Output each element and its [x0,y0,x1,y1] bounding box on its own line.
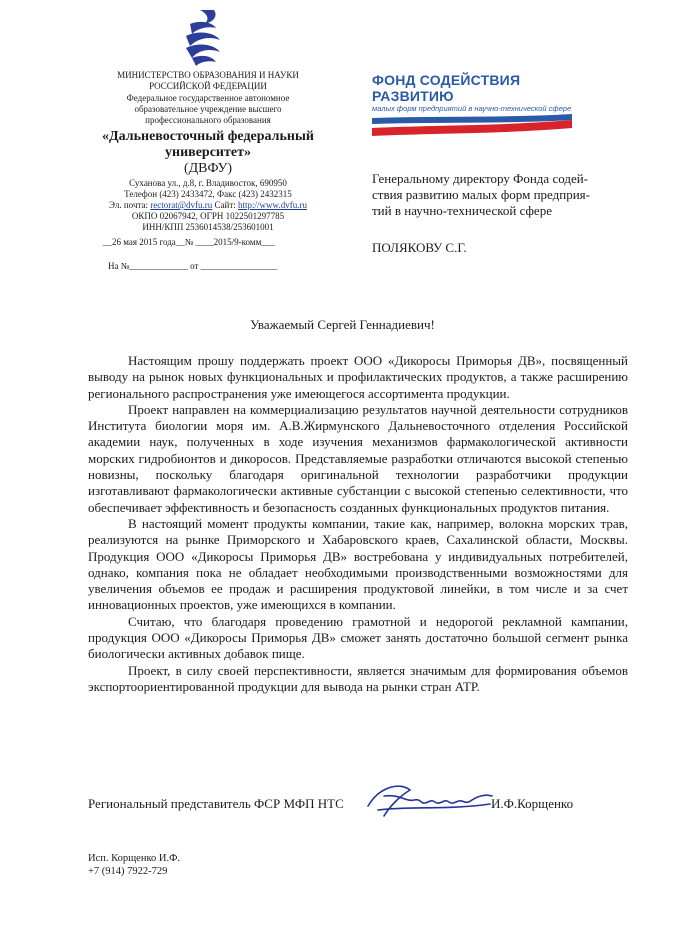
paragraph: Считаю, что благодаря проведению грамотной и недорогой рекламной кампании, продукция ООО «Дикоросы Приморья ДВ» сможет занять достаточно большой сегмент рынка биологически активных добавок пище. [88,613,628,662]
executor-phone: +7 (914) 7922-729 [88,866,168,877]
site-link[interactable]: http://www.dvfu.ru [238,200,307,210]
fund-logo-title: ФОНД СОДЕЙСТВИЯ РАЗВИТИЮ [372,72,521,104]
dvfu-logo-icon [178,8,228,68]
paragraph: Настоящим прошу поддержать проект ООО «Дикоросы Приморья ДВ», посвященный выводу на рынок новых функциональных и профилактических продуктов, а также расширению регионального распространения уже имеющегося ассортимента продукции. [88,353,628,401]
signatory-position: Региональный представитель ФСР МФП НТС [88,796,344,811]
addressee-line: тий в научно-технической сфере [372,203,552,218]
paragraph: Проект направлен на коммерциализацию результатов научной деятельности сотрудников Института биологии моря им. А.В.Жирмунского Дальневосточного отделения Российской академии наук, полученных в ходе изучения механизмов фармакологической активности морских гидробионтов и дикоросов. Представляемые разработки отличаются высокой степенью новизны, поскольку благодаря оригинальной технологии разработчики продукции изготавливают фармакологически активные субстанции с высокой степенью селективности, что обеспечивает эффективность и безопасность созданных функциональных продуктов питания. [88,401,628,515]
addressee-line: Генеральному директору Фонда содей- [372,171,589,186]
site-label: Сайт: [214,200,236,210]
university-name: университет» [165,145,251,160]
reference-number: На №_____________ от _________________ [108,261,278,271]
university-abbr: (ДВФУ) [183,161,233,176]
email-link[interactable]: rectorat@dvfu.ru [150,200,213,210]
email-label: Эл. почта: [109,200,149,210]
paragraph: В настоящий момент продукты компании, такие как, например, волокна морских трав, реализуются на рынке Приморского и Хабаровского краев, Сахалинской области, Москвы. Продукция ООО «Дикоросы Приморья ДВ» востребована у индивидуальных потребителей, однако, компания пока не обладает необходимыми производственными возможностями для увеличения объемов ее продаж и расширения продуктовой линейки, в том числе и за счет инновационных проектов, уже имеющихся в компании. [88,515,628,613]
executor-contact [88,852,180,878]
phone-fax: Телефон (423) 2433472, Факс (423) 2432315 [124,189,292,199]
handwritten-signature [360,776,500,824]
paragraph: Проект, в силу своей перспективности, является значимым для формирования объемов экспортоориентированной продукции для вывода на рынки стран АТР. [88,662,628,694]
ministry-line: МИНИСТЕРСТВО ОБРАЗОВАНИЯ И НАУКИ [117,70,299,80]
fund-logo [372,72,572,140]
address: Суханова ул., д.8, г. Владивосток, 690950 [129,178,287,188]
ministry-line: РОССИЙСКОЙ ФЕДЕРАЦИИ [149,81,267,91]
inn-line: ИНН/КПП 2536014538/253601001 [142,222,274,232]
institution-line: образовательное учреждение высшего [134,104,282,114]
addressee-line: ствия развитию малых форм предприя- [372,187,590,202]
addressee-block [372,171,632,219]
signatory-name: И.Ф.Корщенко [491,796,574,811]
addressee-name: ПОЛЯКОВУ С.Г. [372,240,467,255]
fund-logo-subtitle: малых форм предприятий в научно-технической сфере [372,104,572,113]
sender-block [88,70,328,233]
letter-body [88,353,628,695]
outgoing-date-number: __26 мая 2015 года__№ ____2015/9-комм___ [103,237,275,247]
institution-line: профессионального образования [145,115,271,125]
executor-name: Исп. Корщенко И.Ф. [88,853,181,864]
flag-swoosh-icon [372,114,572,140]
email-site-line [88,200,328,211]
institution-line: Федеральное государственное автономное [126,93,290,103]
okpo-line: ОКПО 02067942, ОГРН 1022501297785 [131,211,285,221]
salutation: Уважаемый Сергей Геннадиевич! [250,317,435,332]
university-name: «Дальневосточный федеральный [101,129,314,144]
